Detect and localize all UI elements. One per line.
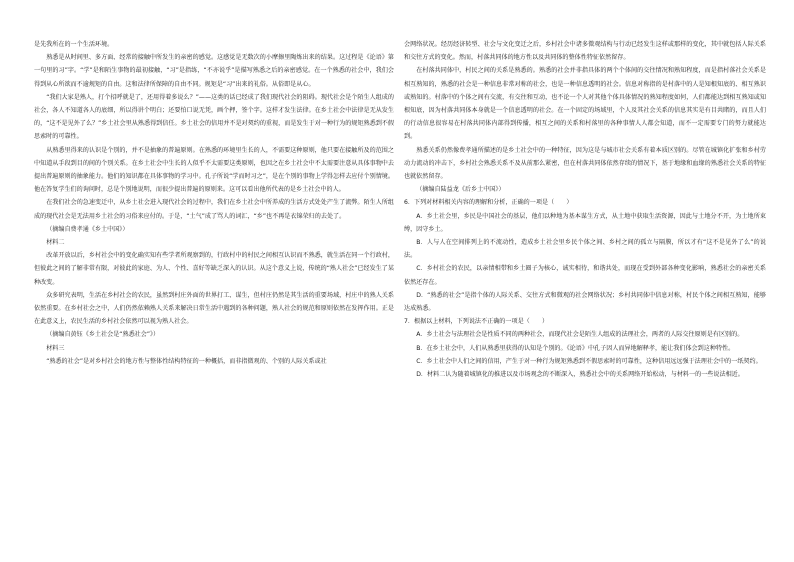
- paragraph: 改革开放以后，乡村社会中的变化确实知有些学者所观察到的，行政村中的村民之间相互认识而不熟悉，就生活在同一个行政村，但彼此之间的了解非常有限，对彼此的家庭、为人、个性、喜好等缺乏深入的认识。从这个意义上说，传统的“熟人社会”已经发生了某种改变。: [34, 252, 394, 286]
- paragraph: 在村落共同体中，村民之间的关系是熟悉的。熟悉的社会并非指具体的两个个体间的交往情况和熟知程度，而是指村落社会关系是相互熟知的，熟悉的社会是一种信息非常对称的社会，也是一种信息透明的社会。信息对称指的是村落中的人是知根知底的、相互熟识或熟知的。村落中的个体之间有交流，有交往和互动，也不论一个人对其他个体具体情况的熟知程度如何，人们都能达到相互熟知或知根知底，因为村落共同体本身就是一个信息透明的社会。在一个固定的场域里，个人及其社会关系的信息其实是有目共睹的，而且人们的行动信息很容易在村落共同体内部得到传播，相互之间的关系和村落里的各种事情人人都会知道，而不一定需要专门的努力就能达到。: [404, 67, 766, 141]
- answer-option: D．材料二认为随着城镇化的推进以及市场观念的不断深入，熟悉社会中的关系网络开始松动，与材料一的一些说法相近。: [416, 371, 744, 379]
- paragraph: 会网络状况。经历经济转型、社会与文化变迁之后，乡村社会中诸多微观结构与行动已经发生这样或那样的变化，其中就包括人际关系和交往方式的变化。然而，村落共同体的地方性以及共同体的整体性特征依然留存。: [404, 41, 766, 62]
- answer-option: C．乡土社会中人们之间的信用，产生于对一种行为规矩熟悉到不假思索时的可靠性，这种信用远远强于法理社会中的一纸契约。: [416, 357, 762, 365]
- question-stem: 6．下列对材料相关内容的理解和分析，正确的一项是（ ）: [404, 199, 573, 207]
- paragraph: “熟悉的社会”是对乡村社会的地方性与整体性结构特征的一种概括，而非指微观的、个别的人际关系或社: [46, 357, 327, 365]
- answer-option: A．乡土社会与法理社会是性质不同的两种社会，而现代社会是陌生人组成的法理社会，两者的人际交往原则是有区别的。: [416, 331, 744, 339]
- paragraph: 熟悉是从时间里、多方面、经常的接触中所发生的亲密的感觉。这感觉是无数次的小摩擦里陶炼出来的结果。这过程是《论语》第一句里的习”字。“学”是和陌生事物的最初接触，“习”是指练，“不亦说乎”是描写熟悉之后的亲密感觉。在一个熟悉的社会中，我们会得到从心所欲而不逾规矩的自由。这和法律所保障的自由不同。规矩是“习”出来的礼俗。从俗即是从心。: [34, 54, 394, 88]
- paragraph: “我们大家是熟人，打个招呼就是了，还用得着多说么？”——这类的话已经成了我们现代社会的阻碍。现代社会是个陌生人组成的社会，各人不知道各人的底细，所以得讲个明白；还要怕口说无凭，画个押，签个字。这样才发生法律。在乡土社会中法律是无从发生的，“这不是见外了么？”乡土社会里从熟悉得到信任。乡土社会的信用并不是对契约的重视，而是发生于对一种行为的规矩熟悉到不假思索时的可靠性。: [34, 93, 394, 141]
- question-stem: 7．根据以上材料，下列说法不正确的一项是（ ）: [404, 318, 549, 326]
- left-column: [34, 38, 394, 368]
- material-heading: 材料二: [46, 239, 65, 247]
- answer-option: B．人与人在空间排列上的不流动性，造成乡土社会里乡民个体之间、乡村之间的孤立与隔膜，所以才有“这不是见外了么”的说法。: [404, 239, 766, 260]
- paragraph: 众多研究表明，生活在乡村社会的农民，虽然到村庄外面的世界打工、谋生，但村庄仍然是其生活的重要场域，村庄中的熟人关系依然重要。在乡村社会之中，人们仍然依赖熟人关系来解决日常生活中遇到的各种问题，熟人社会的规范和原则依然在发挥作用。正是在此意义上，农民生活的乡村社会依然可以视为熟人社会。: [34, 291, 394, 326]
- source-citation: （摘编自黄钰《乡土社会是“熟悉社会”》）: [46, 331, 160, 339]
- right-column: [404, 38, 766, 381]
- paragraph: 在我们社会的急速变迁中，从乡土社会进入现代社会的过程中，我们在乡土社会中所养成的生活方式处处产生了流弊。陌生人所组成的现代社会是无法用乡土社会的习俗来应付的。于是，“土气”成了骂人的词汇，“乡”也不再是衣锦荣归的去处了。: [34, 199, 394, 220]
- answer-option: B．在乡土社会中，人们从熟悉里获得的认知是个别的。《论语》中孔子因人而异地解释孝，能让我们体会到这种特性。: [416, 344, 735, 352]
- answer-option: D．“熟悉的社会”是指个体的人际关系、交往方式和微观的社会网络状况；乡村共同体中信息对称，村民个体之间相互熟知，能够达成熟悉。: [404, 291, 766, 313]
- answer-option: A．乡土社会里，乡民是中国社会的基层，他们以种地为基本谋生方式，从土地中获取生活资源，因此与土地分不开，为土地所束缚，因守乡土。: [404, 212, 766, 233]
- answer-option: C．乡村社会的农民，以亲情相带和乡土圈子为核心，诚实相待，和谐共处，而现在受到外部各种变化影响，熟悉社会的亲密关系依然还存在。: [404, 265, 766, 286]
- paragraph: 熟悉关系仍然像费孝通所描述的是乡土社会中的一种特征，因为这是与城市社会关系有着本质区别的。尽管在城镇化扩张和乡村劳动力流动的冲击下，乡村社会熟悉关系不及从前那么紧密，但在村落共同体依然存续的情况下，基于地缘和血缘的熟悉社会关系的特征也就依然留存。: [404, 146, 766, 181]
- source-citation: （摘编自费孝通《乡土中国》）: [46, 225, 129, 233]
- material-heading: 材料三: [46, 344, 65, 352]
- source-citation: （摘编自陆益龙《后乡土中国》）: [416, 186, 505, 194]
- paragraph: 是先我所在的一个生活环境。: [34, 41, 114, 48]
- paragraph: 从熟悉里得来的认识是个别的，并不是抽象的普遍原则。在熟悉的环境里生长的人，不需要这种原则，他只要在接触所及的范围之中知道从手段到目的间的个别关系。在乡土社会中生长的人似乎不太需要这类原则，也因之在乡土社会中不太需要注意从具体事物中去提出普遍原则的抽象能力。他们的知识都在具体事物的学习中。孔子所说“学而时习之”，是在个别的事物上学得怎样去应付个别情境。他在答复学生们的询问时，总是个别地说明，而很少提出普遍的原则来。这可以看出他所代表的是乡土社会中的人。: [34, 146, 394, 194]
